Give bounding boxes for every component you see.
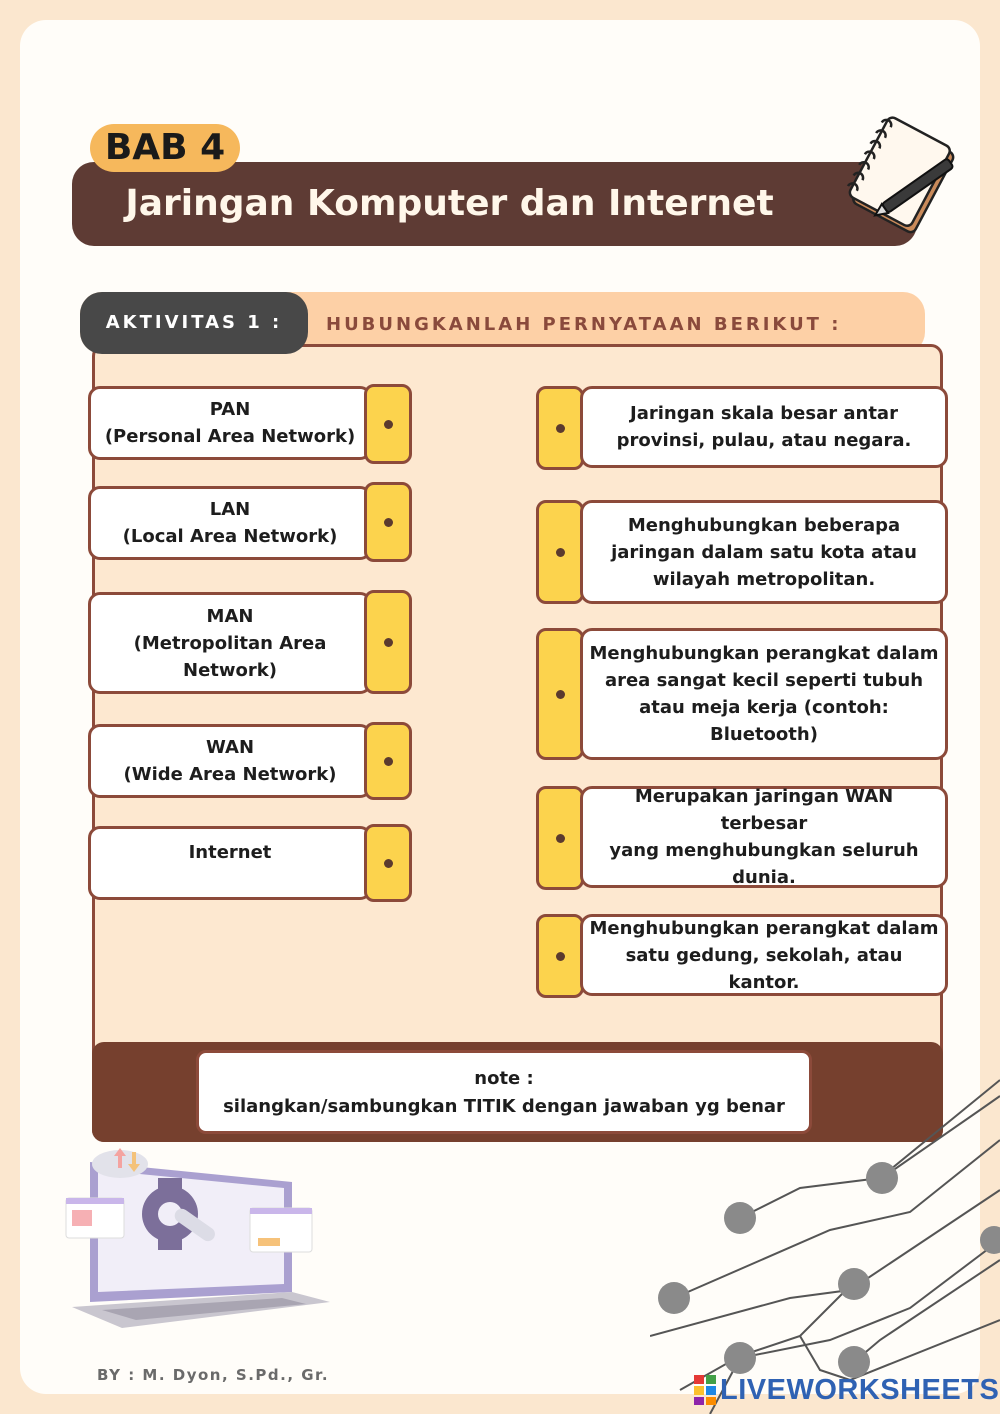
laptop-illustration-icon — [62, 1142, 334, 1328]
notebook-pen-icon — [838, 116, 972, 242]
liveworksheets-brand: LIVEWORKSHEETS — [720, 1373, 1000, 1406]
right-dot-5[interactable] — [536, 914, 584, 998]
liveworksheets-logo-icon — [694, 1375, 716, 1405]
right-dot-1[interactable] — [536, 386, 584, 470]
connect-dot[interactable] — [556, 690, 565, 699]
right-dot-4[interactable] — [536, 786, 584, 890]
circuit-decoration-icon — [650, 1040, 1000, 1414]
author-credit: BY : M. Dyon, S.Pd., Gr. — [97, 1366, 330, 1384]
right-item-2: Menghubungkan beberapa jaringan dalam satu kota atau wilayah metropolitan. — [580, 500, 948, 604]
right-item-1: Jaringan skala besar antar provinsi, pulau, atau negara. — [580, 386, 948, 468]
right-item-3: Menghubungkan perangkat dalam area sangat kecil seperti tubuh atau meja kerja (contoh: Bluetooth) — [580, 628, 948, 760]
left-dot-internet[interactable] — [364, 824, 412, 902]
connect-dot[interactable] — [556, 424, 565, 433]
note-heading: note : — [474, 1068, 534, 1089]
left-item-man: MAN (Metropolitan Area Network) — [88, 592, 372, 694]
connect-dot[interactable] — [556, 548, 565, 557]
activity-instruction: HUBUNGKANLAH PERNYATAAN BERIKUT : — [326, 314, 842, 335]
left-item-lan: LAN (Local Area Network) — [88, 486, 372, 560]
right-item-5: Menghubungkan perangkat dalam satu gedung, sekolah, atau kantor. — [580, 914, 948, 996]
left-dot-man[interactable] — [364, 590, 412, 694]
page-title: Jaringan Komputer dan Internet — [125, 183, 774, 224]
left-item-pan: PAN (Personal Area Network) — [88, 386, 372, 460]
right-item-4: Merupakan jaringan WAN terbesar yang menghubungkan seluruh dunia. — [580, 786, 948, 888]
right-dot-3[interactable] — [536, 628, 584, 760]
connect-dot[interactable] — [384, 757, 393, 766]
left-item-wan: WAN (Wide Area Network) — [88, 724, 372, 798]
left-dot-wan[interactable] — [364, 722, 412, 800]
right-dot-2[interactable] — [536, 500, 584, 604]
connect-dot[interactable] — [384, 420, 393, 429]
title-bar — [72, 162, 917, 246]
connect-dot[interactable] — [556, 834, 565, 843]
liveworksheets-logo[interactable] — [694, 1372, 999, 1408]
left-item-internet: Internet — [88, 826, 372, 900]
left-dot-pan[interactable] — [364, 384, 412, 464]
chapter-badge: BAB 4 — [90, 124, 240, 172]
note-text: silangkan/sambungkan TITIK dengan jawaban yg benar — [223, 1096, 785, 1117]
connect-dot[interactable] — [384, 518, 393, 527]
connect-dot[interactable] — [384, 638, 393, 647]
connect-dot[interactable] — [556, 952, 565, 961]
left-dot-lan[interactable] — [364, 482, 412, 562]
connect-dot[interactable] — [384, 859, 393, 868]
activity-label: AKTIVITAS 1 : — [80, 292, 308, 354]
